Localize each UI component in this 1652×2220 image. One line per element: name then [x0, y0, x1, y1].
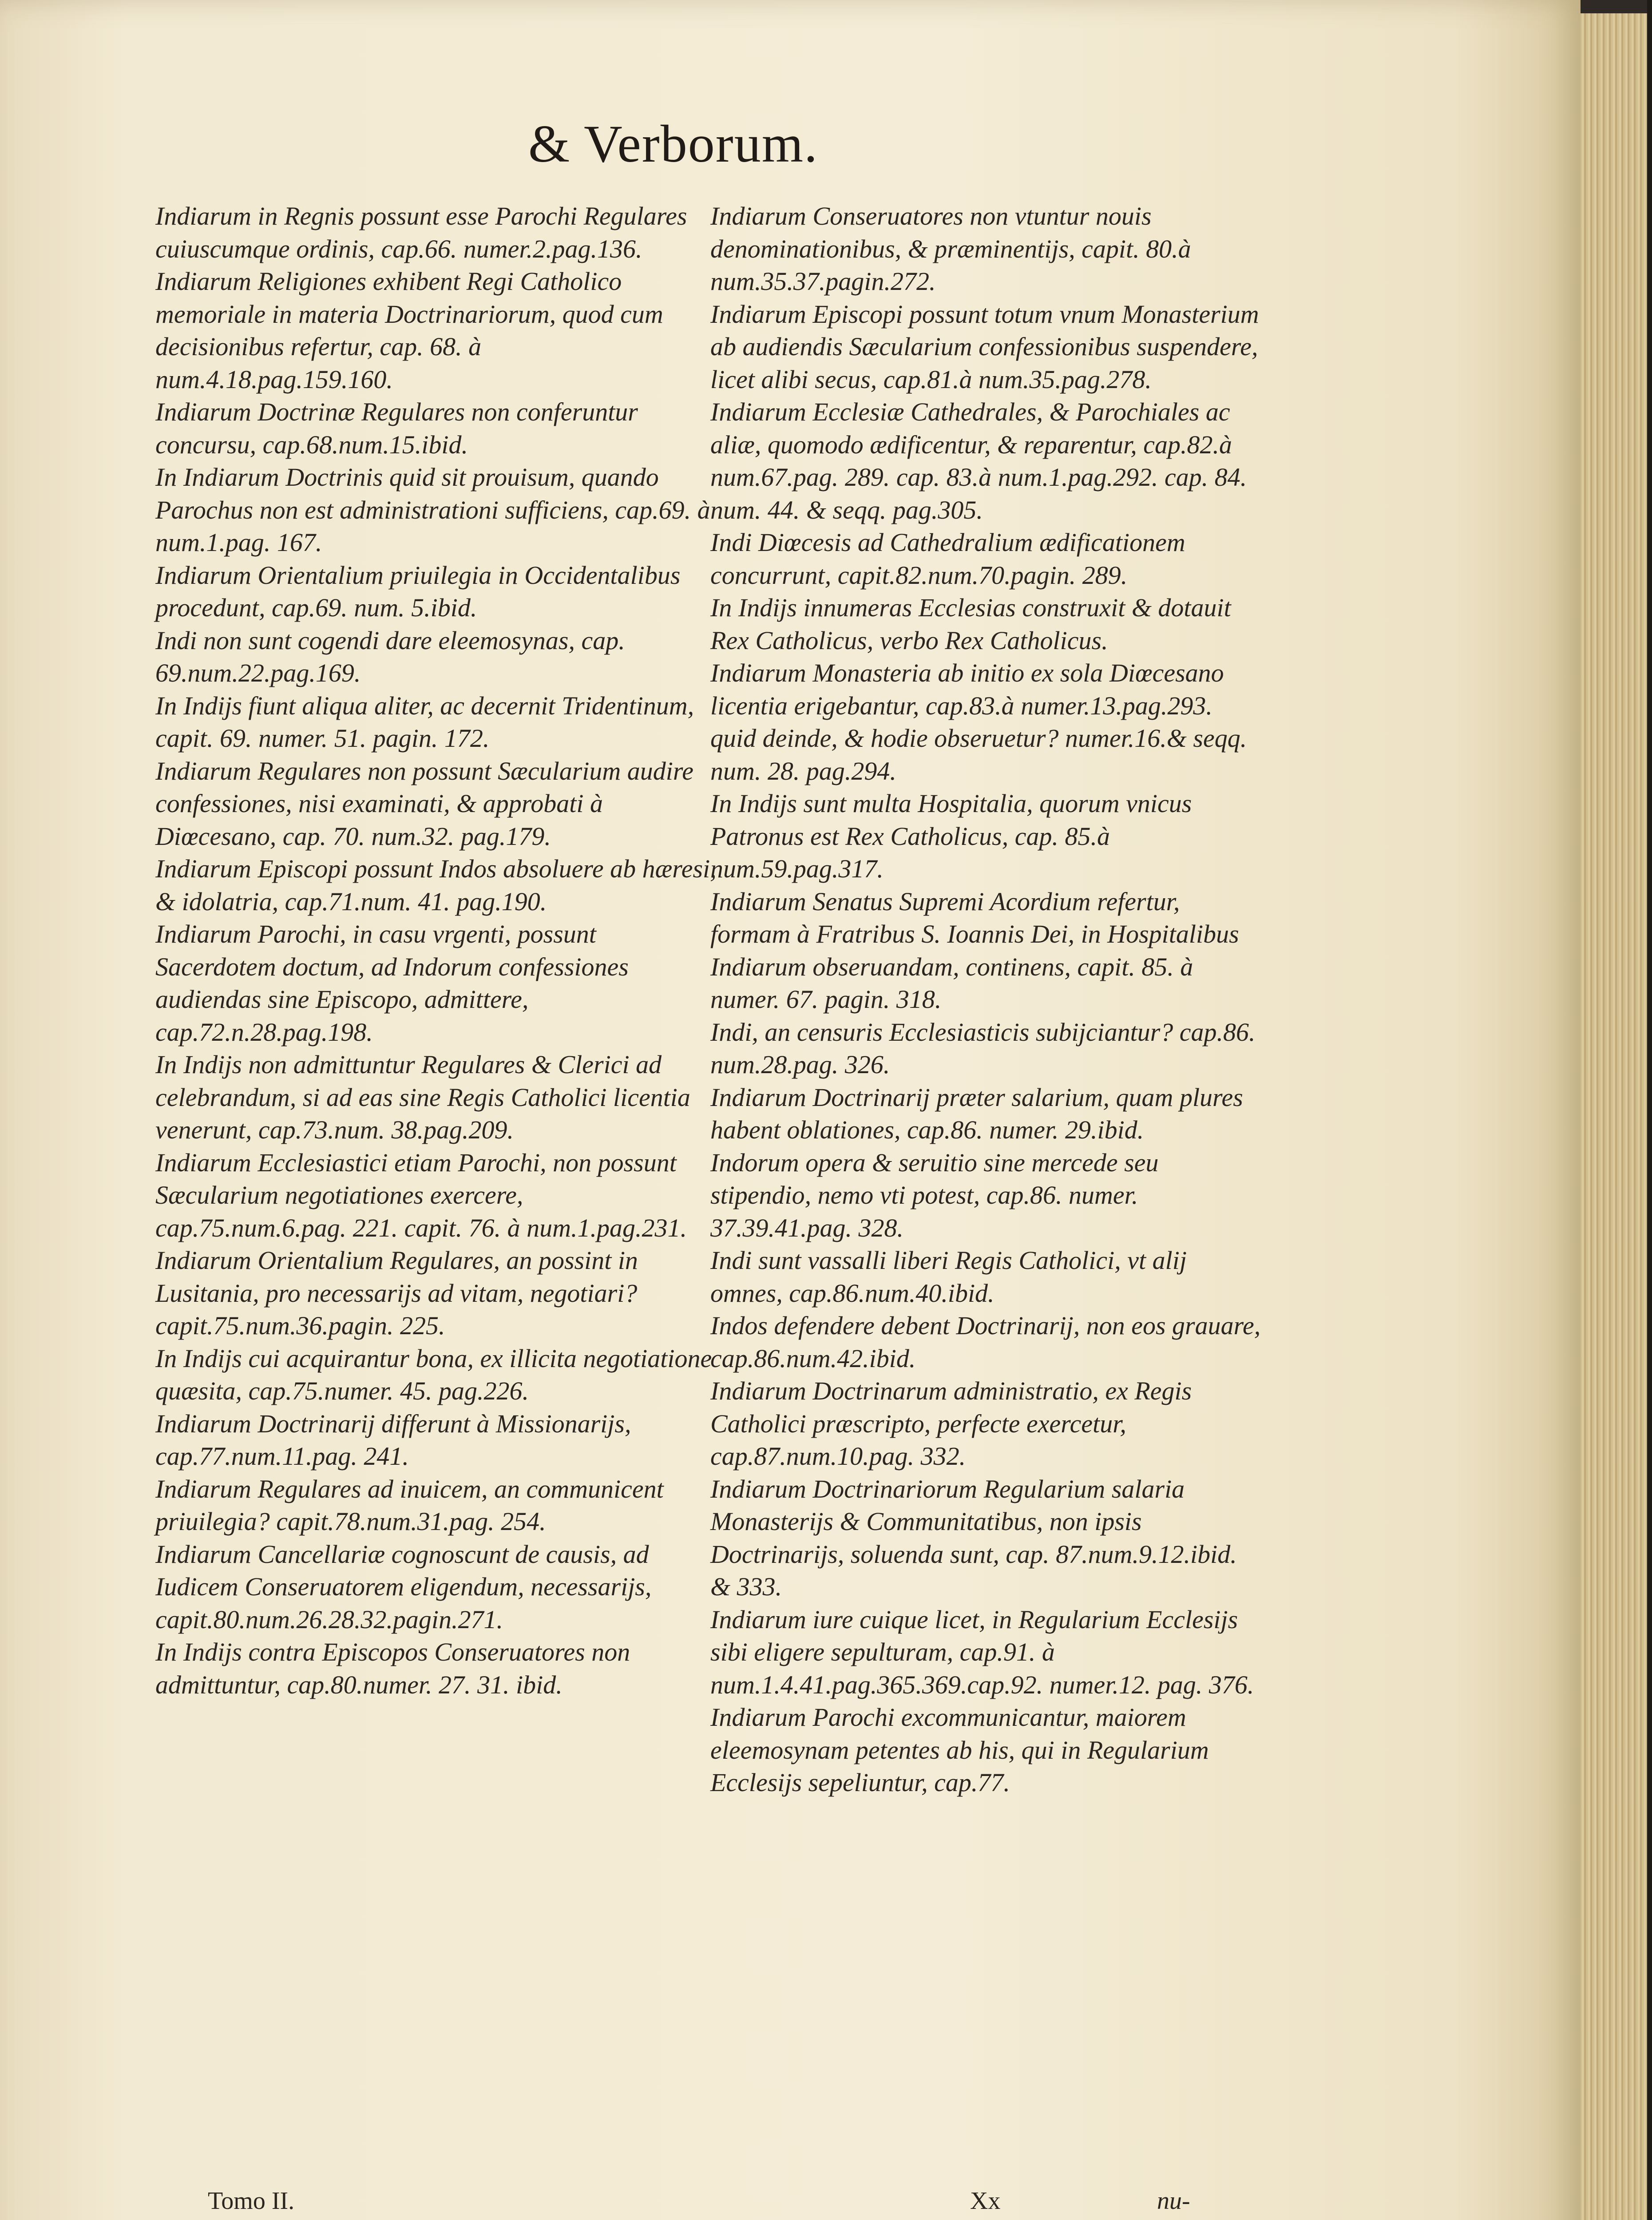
index-entry: In Indijs fiunt aliqua aliter, ac decernit Tridentinum, capit. 69. numer. 51. pagin. 172.	[155, 691, 694, 753]
signature-mark: Xx	[970, 2187, 1001, 2215]
index-entry: Indiarum Religiones exhibent Regi Catholico memoriale in materia Doctrinariorum, quod cum decisionibus refertur, cap. 68. à num.4.18.pag.159.160.	[155, 267, 663, 394]
index-entry: Indiarum Senatus Supremi Acordium refertur, formam à Fratribus S. Ioannis Dei, in Hospitalibus Indiarum obseruandam, continens, capit. 85. à numer. 67. pagin. 318.	[710, 887, 1239, 1014]
index-column-right	[710, 200, 1261, 1799]
index-entry: Indiarum Parochi excommunicantur, maiorem eleemosynam petentes ab his, qui in Regularium Ecclesijs sepeliuntur, cap.77.	[710, 1703, 1209, 1797]
index-entry: Indiarum Doctrinarij præter salarium, quam plures habent oblationes, cap.86. numer. 29.ibid.	[710, 1082, 1243, 1144]
binding-shadow	[1647, 0, 1652, 2220]
index-entry: In Indiarum Doctrinis quid sit prouisum, quando Parochus non est administrationi sufficiens, cap.69. à num.1.pag. 167.	[155, 463, 710, 557]
index-entry: Indiarum Regulares non possunt Sæcularium audire confessiones, nisi examinati, & approbati à Diœcesano, cap. 70. num.32. pag.179.	[155, 756, 694, 851]
index-column-left	[155, 200, 719, 1701]
index-entry: Indi sunt vassalli liberi Regis Catholici, vt alij omnes, cap.86.num.40.ibid.	[710, 1246, 1187, 1308]
index-entry: In Indijs contra Episcopos Conseruatores non admittuntur, cap.80.numer. 27. 31. ibid.	[155, 1637, 630, 1699]
index-entry: Indiarum Doctrinariorum Regularium salaria Monasterijs & Communitatibus, non ipsis Doctrinarijs, soluenda sunt, cap. 87.num.9.12.ibid. & 333.	[710, 1474, 1237, 1601]
index-entry: Indiarum Episcopi possunt totum vnum Monasterium ab audiendis Sæcularium confessionibus suspendere, licet alibi secus, cap.81.à num.35.pag.278.	[710, 299, 1259, 394]
index-entry: Indiarum Monasteria ab initio ex sola Diœcesano licentia erigebantur, cap.83.à numer.13.pag.293. quid deinde, & hodie obseruetur? numer.16.& seqq. num. 28. pag.294.	[710, 658, 1247, 785]
catchword: nu-	[1157, 2187, 1190, 2215]
page-edge	[1581, 13, 1647, 2220]
index-entry: Indiarum Regulares ad inuicem, an communicent priuilegia? capit.78.num.31.pag. 254.	[155, 1474, 664, 1536]
index-entry: Indiarum iure cuique licet, in Regularium Ecclesijs sibi eligere sepulturam, cap.91. à num.1.4.41.pag.365.369.cap.92. numer.12. pag. 376.	[710, 1605, 1254, 1699]
index-entry: In Indijs cui acquirantur bona, ex illicita negotiatione quæsita, cap.75.numer. 45. pag.226.	[155, 1344, 712, 1405]
volume-label: Tomo II.	[208, 2187, 295, 2215]
index-entry: Indi, an censuris Ecclesiasticis subijciantur? cap.86. num.28.pag. 326.	[710, 1017, 1256, 1079]
index-entry: Indorum opera & seruitio sine mercede seu stipendio, nemo vti potest, cap.86. numer. 37.39.41.pag. 328.	[710, 1148, 1159, 1242]
index-entry: Indiarum Orientalium Regulares, an possint in Lusitania, pro necessarijs ad vitam, negotiari? capit.75.num.36.pagin. 225.	[155, 1246, 638, 1340]
index-entry: In Indijs non admittuntur Regulares & Clerici ad celebrandum, si ad eas sine Regis Catholici licentia venerunt, cap.73.num. 38.pag.209.	[155, 1050, 690, 1144]
index-entry: Indiarum Ecclesiæ Cathedrales, & Parochiales ac aliæ, quomodo ædificentur, & reparentur, cap.82.à num.67.pag. 289. cap. 83.à num.1.pag.292. cap. 84. num. 44. & seqq. pag.305.	[710, 397, 1247, 524]
index-entry: Indiarum Orientalium priuilegia in Occidentalibus procedunt, cap.69. num. 5.ibid.	[155, 560, 681, 622]
index-entry: Indiarum Cancellariæ cognoscunt de causis, ad Iudicem Conseruatorem eligendum, necessarijs, capit.80.num.26.28.32.pagin.271.	[155, 1539, 652, 1634]
index-entry: Indiarum Episcopi possunt Indos absoluere ab hæresi, & idolatria, cap.71.num. 41. pag.190.	[155, 854, 717, 916]
index-entry: Indos defendere debent Doctrinarij, non eos grauare, cap.86.num.42.ibid.	[710, 1311, 1261, 1373]
index-entry: In Indijs sunt multa Hospitalia, quorum vnicus Patronus est Rex Catholicus, cap. 85.à num.59.pag.317.	[710, 789, 1192, 883]
index-entry: In Indijs innumeras Ecclesias construxit & dotauit Rex Catholicus, verbo Rex Catholicus.	[710, 593, 1231, 655]
index-entry: Indiarum in Regnis possunt esse Parochi Regulares cuiuscumque ordinis, cap.66. numer.2.pag.136.	[155, 202, 687, 263]
index-entry: Indiarum Doctrinæ Regulares non conferuntur concursu, cap.68.num.15.ibid.	[155, 397, 638, 459]
index-entry: Indiarum Ecclesiastici etiam Parochi, non possunt Sæcularium negotiationes exercere, cap.75.num.6.pag. 221. capit. 76. à num.1.pag.231.	[155, 1148, 687, 1242]
index-entry: Indiarum Doctrinarum administratio, ex Regis Catholici præscripto, perfecte exercetur, cap.87.num.10.pag. 332.	[710, 1376, 1192, 1471]
page-header: & Verborum.	[528, 114, 819, 173]
index-entry: Indi Diœcesis ad Cathedralium ædificationem concurrunt, capit.82.num.70.pagin. 289.	[710, 528, 1185, 590]
index-entry: Indiarum Doctrinarij differunt à Missionarijs, cap.77.num.11.pag. 241.	[155, 1409, 631, 1471]
index-entry: Indiarum Parochi, in casu vrgenti, possunt Sacerdotem doctum, ad Indorum confessiones audiendas sine Episcopo, admittere, cap.72.n.28.pag.198.	[155, 920, 629, 1047]
index-entry: Indiarum Conseruatores non vtuntur nouis denominationibus, & præminentijs, capit. 80.à num.35.37.pagin.272.	[710, 202, 1191, 296]
index-entry: Indi non sunt cogendi dare eleemosynas, cap. 69.num.22.pag.169.	[155, 626, 625, 687]
